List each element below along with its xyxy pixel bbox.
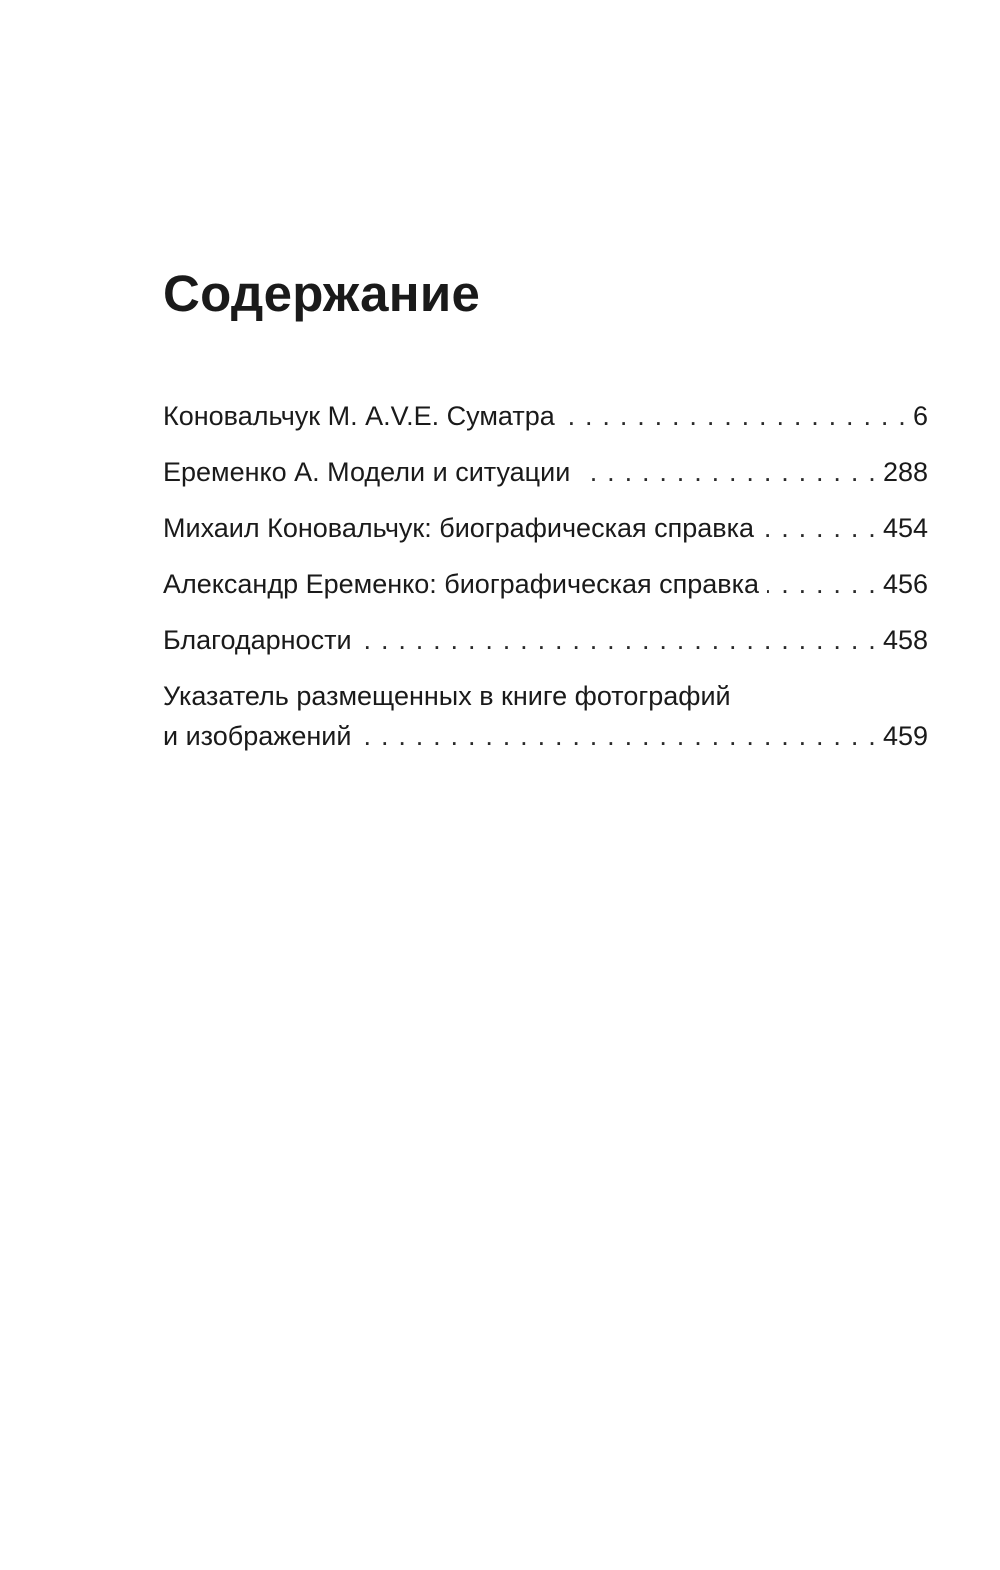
table-of-contents [163,396,928,772]
toc-entry-page: 458 [882,625,928,655]
toc-entry-title: Еременко А. Модели и ситуации [163,457,571,487]
toc-entry-image-index[interactable] [163,676,928,756]
dot-leader [767,564,877,604]
page-title: Содержание [163,265,481,322]
toc-entry-title: Коновальчук М. A.V.E. Суматра [163,401,555,431]
toc-entry-line [163,452,928,492]
toc-entry-title-line1: Указатель размещенных в книге фотографий [163,681,731,711]
toc-entry-page: 459 [882,721,928,751]
toc-entry-title: Александр Еременко: биографическая справка [163,569,760,599]
toc-entry-line [163,508,928,548]
dot-leader [563,396,907,436]
dot-leader [360,620,877,660]
dot-leader [359,716,877,756]
toc-entry-acknowledgements[interactable] [163,620,928,660]
toc-entry-page: 456 [882,569,928,599]
toc-entry-page: 454 [882,513,928,543]
toc-entry-line [163,564,928,604]
toc-entry-models[interactable] [163,452,928,492]
toc-entry-title: Благодарности [163,625,352,655]
toc-entry-eremenko-bio[interactable] [163,564,928,604]
toc-entry-line [163,620,928,660]
toc-entry-line [163,716,928,756]
toc-entry-konovalchuk-bio[interactable] [163,508,928,548]
toc-entry-title: Михаил Коновальчук: биографическая справка [163,513,755,543]
dot-leader [762,508,877,548]
toc-entry-sumatra[interactable] [163,396,928,436]
toc-entry-line [163,396,928,436]
toc-entry-page: 6 [912,401,928,431]
dot-leader [578,452,877,492]
toc-entry-page: 288 [882,457,928,487]
toc-entry-title-line2: и изображений [163,721,352,751]
